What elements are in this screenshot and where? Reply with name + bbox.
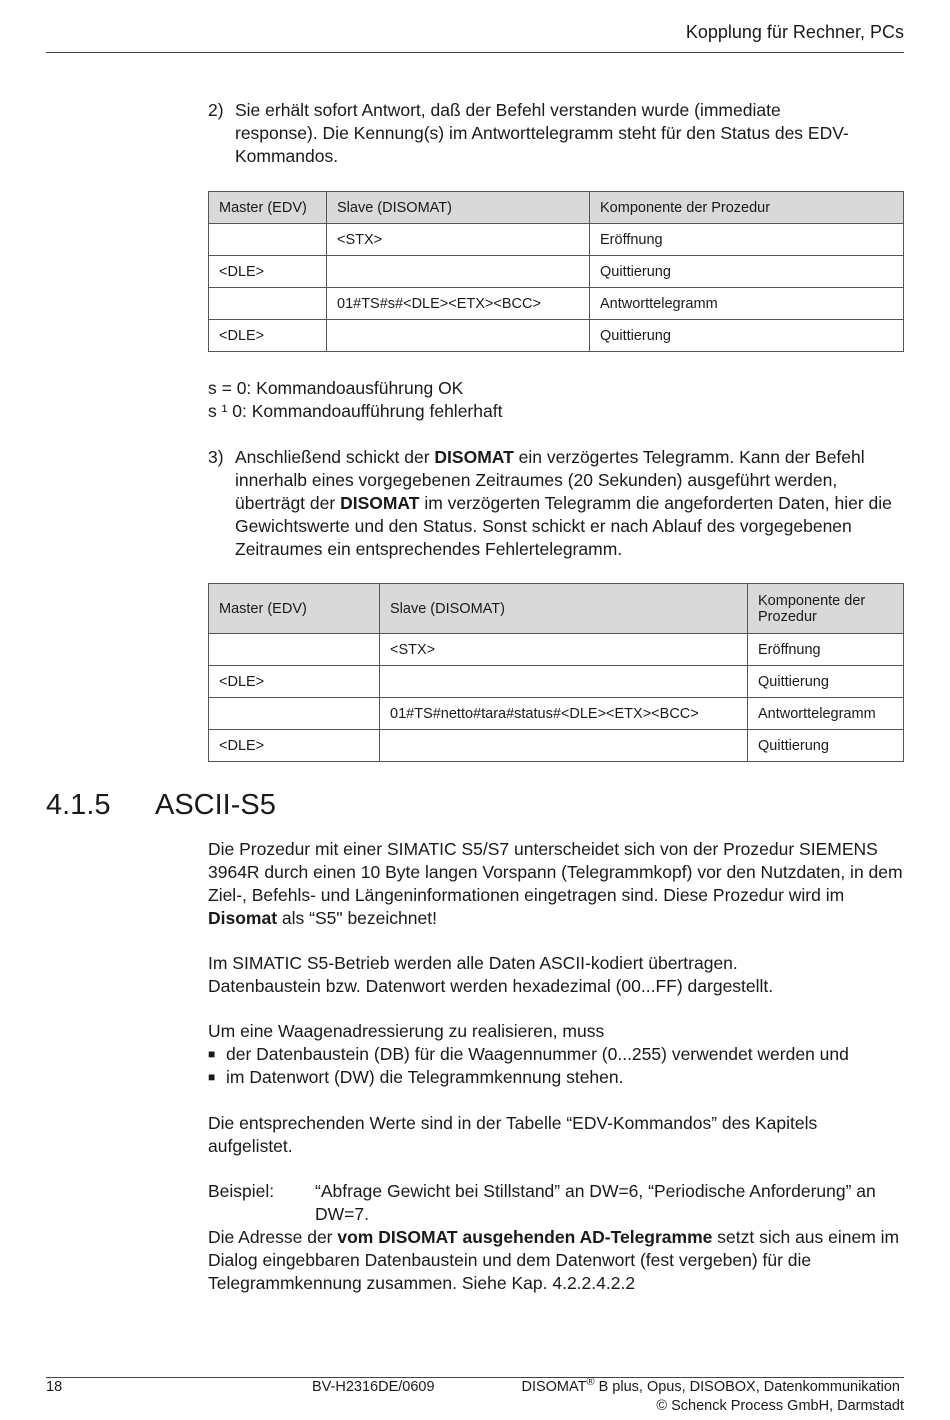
list-item-2 [208, 99, 868, 168]
table-row [209, 288, 904, 320]
emphasis-disomat: DISOMAT [434, 447, 514, 467]
table-cell: <DLE> [209, 666, 380, 698]
list-item-text: Anschließend schickt der DISOMAT ein verzögertes Telegramm. Kann der Befehl innerhalb eines vorgegebenen Zeitraumes (20 Sekunden) ausgeführt werden, überträgt der DISOMAT im verzögerten Telegramm die angeforderten Daten, hier die Gewichtswerte und den Status. Sonst schickt er nach Ablauf des vorgegebenen Zeitraumes ein entsprechendes Fehlertelegramm. [235, 447, 892, 559]
table-cell: Quittierung [748, 730, 904, 762]
example-block [208, 1180, 904, 1226]
column-header-slave: Slave (DISOMAT) [380, 584, 748, 634]
paragraph-address: Die Adresse der vom DISOMAT ausgehenden AD-Telegramme setzt sich aus einem im Dialog eingebbaren Datenbaustein und dem Datenwort (fest vergeben) für die Telegrammkennung zusammen. Siehe Kap. 4.2.2.4.2.2 [208, 1227, 900, 1293]
product-line: DISOMAT® B plus, Opus, DISOBOX, Datenkommunikation [521, 1376, 900, 1395]
table-cell: <DLE> [209, 730, 380, 762]
paragraph-reference: Die entsprechenden Werte sind in der Tabelle “EDV-Kommandos” des Kapitels aufgelistet. [208, 1113, 818, 1156]
procedure-table-1 [208, 191, 904, 352]
table-cell [209, 698, 380, 730]
section-title: ASCII-S5 [155, 789, 276, 821]
table-row [209, 320, 904, 352]
table-row [209, 634, 904, 666]
paragraph-line: Datenbaustein bzw. Datenwort werden hexadezimal (00...FF) dargestellt. [208, 976, 774, 996]
paragraph-ascii [208, 952, 904, 998]
table-cell: Quittierung [590, 320, 904, 352]
table-cell [327, 320, 590, 352]
table-cell: Antworttelegramm [748, 698, 904, 730]
page-header-title: Kopplung für Rechner, PCs [685, 22, 904, 42]
table-row [209, 666, 904, 698]
table-cell [380, 666, 748, 698]
table-header-row [209, 584, 904, 634]
section-number: 4.1.5 [46, 789, 111, 821]
list-item-text: Sie erhält sofort Antwort, daß der Befehl verstanden wurde (immediate response). Die Kennung(s) im Antworttelegramm steht für den Status des EDV-Kommandos. [235, 100, 849, 166]
registered-mark: ® [586, 1376, 595, 1388]
table-cell [209, 288, 327, 320]
table-row [209, 224, 904, 256]
bullet-item [208, 1066, 908, 1089]
table-cell: Eröffnung [748, 634, 904, 666]
bullet-text: der Datenbaustein (DB) für die Waagennummer (0...255) verwendet werden und [226, 1044, 849, 1064]
procedure-table-2 [208, 583, 904, 762]
table-cell: Antworttelegramm [590, 288, 904, 320]
paragraph-intro: Die Prozedur mit einer SIMATIC S5/S7 unterscheidet sich von der Prozedur SIEMENS 3964R durch einen 10 Byte langen Vorspann (Telegrammkopf) vor den Nutzdaten, in dem Ziel-, Befehls- und Längeninformationen eingetragen sind. Diese Prozedur wird im Disomat als “S5" bezeichnet! [208, 839, 903, 928]
table-cell: <DLE> [209, 320, 327, 352]
status-line-ok: s = 0: Kommandoausführung OK [208, 378, 464, 398]
column-header-master: Master (EDV) [209, 584, 380, 634]
table-cell: Quittierung [590, 256, 904, 288]
column-header-slave: Slave (DISOMAT) [327, 192, 590, 224]
paragraph-line: Im SIMATIC S5-Betrieb werden alle Daten ASCII-kodiert übertragen. [208, 953, 738, 973]
table-cell: <STX> [327, 224, 590, 256]
example-text: “Abfrage Gewicht bei Stillstand” an DW=6, “Periodische Anforderung” an DW=7. [315, 1181, 876, 1224]
square-bullet-icon: ■ [208, 1047, 216, 1061]
bullet-text: im Datenwort (DW) die Telegrammkennung stehen. [226, 1067, 624, 1087]
table-cell [327, 256, 590, 288]
copyright: © Schenck Process GmbH, Darmstadt [656, 1398, 904, 1414]
paragraph-addressing [208, 1020, 908, 1089]
table-cell: <STX> [380, 634, 748, 666]
emphasis-telegrams: vom DISOMAT ausgehenden AD-Telegramme [337, 1227, 713, 1247]
list-item-3 [208, 446, 904, 561]
table-cell: 01#TS#netto#tara#status#<DLE><ETX><BCC> [380, 698, 748, 730]
example-label: Beispiel: [208, 1181, 275, 1201]
table-cell [209, 634, 380, 666]
table-cell [380, 730, 748, 762]
status-line-error: s ¹ 0: Kommandoaufführung fehlerhaft [208, 401, 503, 421]
list-item-number: 3) [208, 447, 224, 467]
column-header-component: Komponente der Prozedur [748, 584, 904, 634]
table-row [209, 698, 904, 730]
table-cell: Eröffnung [590, 224, 904, 256]
table-row [209, 256, 904, 288]
emphasis-disomat: Disomat [208, 908, 278, 928]
bullet-item [208, 1043, 908, 1066]
table-cell [209, 224, 327, 256]
paragraph-line: Um eine Waagenadressierung zu realisieren, muss [208, 1021, 605, 1041]
list-item-number: 2) [208, 100, 224, 120]
square-bullet-icon: ■ [208, 1070, 216, 1084]
emphasis-disomat: DISOMAT [340, 493, 420, 513]
document-id: BV-H2316DE/0609 [312, 1379, 435, 1395]
table-cell: Quittierung [748, 666, 904, 698]
page-number: 18 [46, 1379, 63, 1395]
table-cell: <DLE> [209, 256, 327, 288]
table-cell: 01#TS#s#<DLE><ETX><BCC> [327, 288, 590, 320]
header-rule [46, 52, 904, 53]
table-row [209, 730, 904, 762]
table-header-row [209, 192, 904, 224]
column-header-master: Master (EDV) [209, 192, 327, 224]
column-header-component: Komponente der Prozedur [590, 192, 904, 224]
